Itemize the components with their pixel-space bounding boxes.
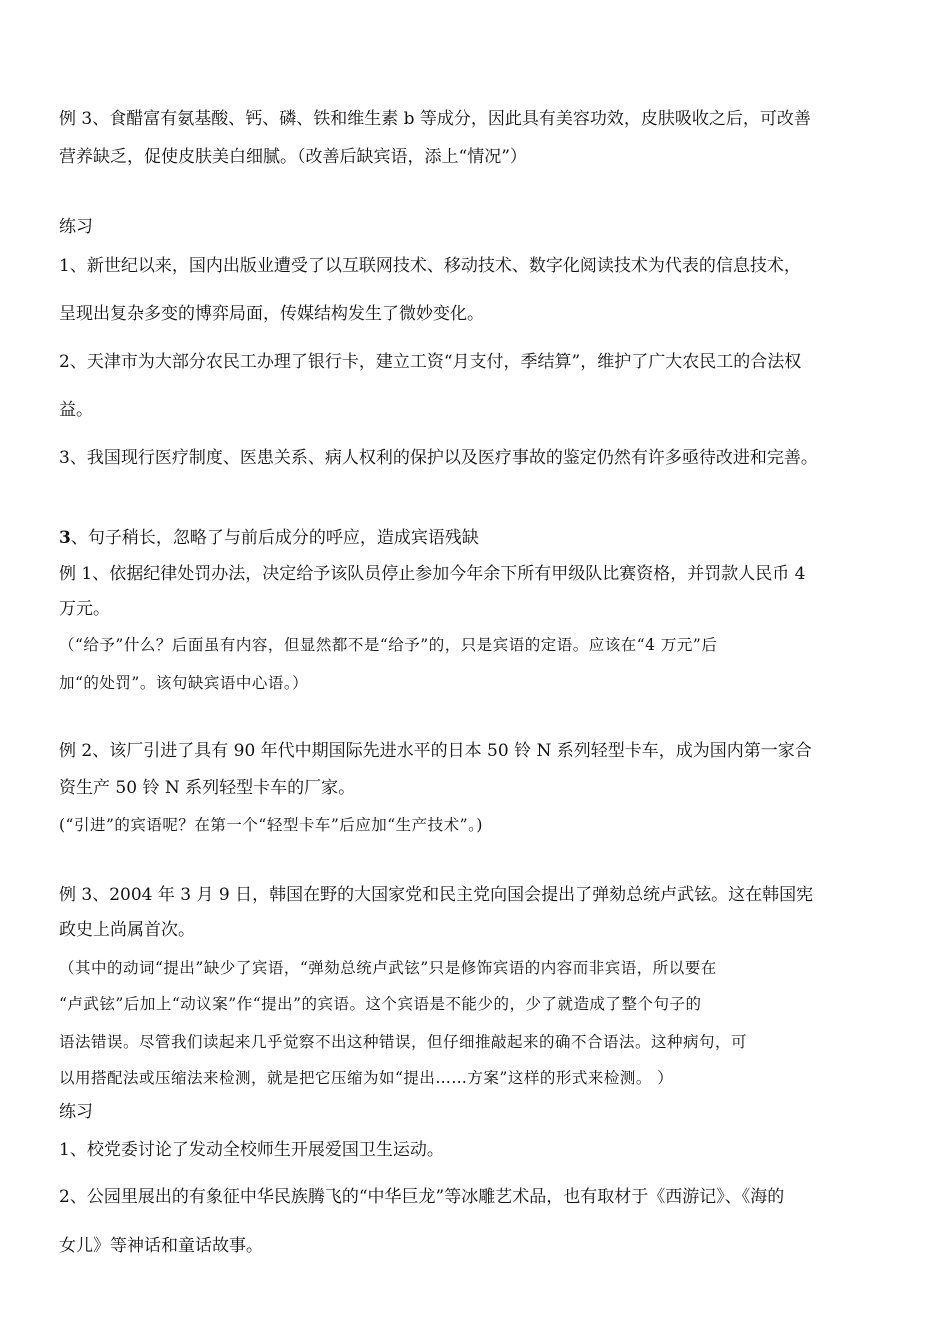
practice-item-1-line-2: 呈现出复杂多变的博弈局面，传媒结构发生了微妙变化。 <box>59 304 484 324</box>
example-3b-line-2: 政史上尚属首次。 <box>59 920 195 940</box>
section-number: 3 <box>59 528 71 548</box>
practice-2-item-2-line-2: 女儿》等神话和童话故事。 <box>59 1236 263 1256</box>
example-1-line-1: 例 1、依据纪律处罚办法，决定给予该队员停止参加今年余下所有甲级队比赛资格，并罚款人民币 4 <box>59 564 806 584</box>
example-3-line-1: 例 3、食醋富有氨基酸、钙、磷、铁和维生素 b 等成分，因此具有美容功效，皮肤吸收之后，可改善 <box>59 109 811 129</box>
example-3-line-2: 营养缺乏，促使皮肤美白细腻。（改善后缺宾语，添上“情况”） <box>59 147 527 167</box>
practice-2-item-1: 1、校党委讨论了发动全校师生开展爱国卫生运动。 <box>59 1140 444 1160</box>
section-heading-text: 、句子稍长，忽略了与前后成分的呼应，造成宾语残缺 <box>70 528 479 548</box>
section-heading <box>59 527 479 549</box>
example-1-note-line-2: 加“的处罚”。该句缺宾语中心语。） <box>59 674 309 692</box>
practice-heading: 练习 <box>59 217 93 237</box>
example-2-line-2: 资生产 50 铃 N 系列轻型卡车的厂家。 <box>59 778 356 798</box>
practice-heading-2: 练习 <box>59 1102 93 1122</box>
practice-item-1-line-1: 1、新世纪以来，国内出版业遭受了以互联网技术、移动技术、数字化阅读技术为代表的信息技术， <box>59 256 801 276</box>
example-1-line-2: 万元。 <box>59 599 110 619</box>
example-3b-note-line-2: “卢武铉”后加上“动议案”作“提出”的宾语。这个宾语是不能少的，少了就造成了整个句子的 <box>59 995 702 1013</box>
practice-2-item-2-line-1: 2、公园里展出的有象征中华民族腾飞的“中华巨龙”等冰雕艺术品，也有取材于《西游记》、《海的 <box>59 1187 785 1207</box>
practice-item-2-line-2: 益。 <box>59 400 93 420</box>
example-3b-note-line-3: 语法错误。尽管我们读起来几乎觉察不出这种错误，但仔细推敲起来的确不合语法。这种病句，可 <box>59 1033 748 1051</box>
example-2-note: (“引进”的宾语呢？在第一个“轻型卡车”后应加“生产技术”。) <box>59 816 483 834</box>
practice-item-3: 3、我国现行医疗制度、医患关系、病人权利的保护以及医疗事故的鉴定仍然有许多亟待改进和完善。 <box>59 448 818 468</box>
example-3b-line-1: 例 3、2004 年 3 月 9 日，韩国在野的大国家党和民主党向国会提出了弹劾总统卢武铉。这在韩国宪 <box>59 885 814 905</box>
example-3b-note-line-1: （其中的动词“提出”缺少了宾语，“弹劾总统卢武铉”只是修饰宾语的内容而非宾语，所以要在 <box>59 959 717 977</box>
example-2-line-1: 例 2、该厂引进了具有 90 年代中期国际先进水平的日本 50 铃 N 系列轻型卡车，成为国内第一家合 <box>59 741 812 761</box>
practice-item-2-line-1: 2、天津市为大部分农民工办理了银行卡，建立工资“月支付，季结算”，维护了广大农民工的合法权 <box>59 352 802 372</box>
example-1-note-line-1: （“给予”什么？后面虽有内容，但显然都不是“给予”的，只是宾语的定语。应该在“4 万元”后 <box>59 636 718 654</box>
example-3b-note-line-4: 以用搭配法或压缩法来检测，就是把它压缩为如“提出……方案”这样的形式来检测。 ） <box>59 1069 674 1087</box>
